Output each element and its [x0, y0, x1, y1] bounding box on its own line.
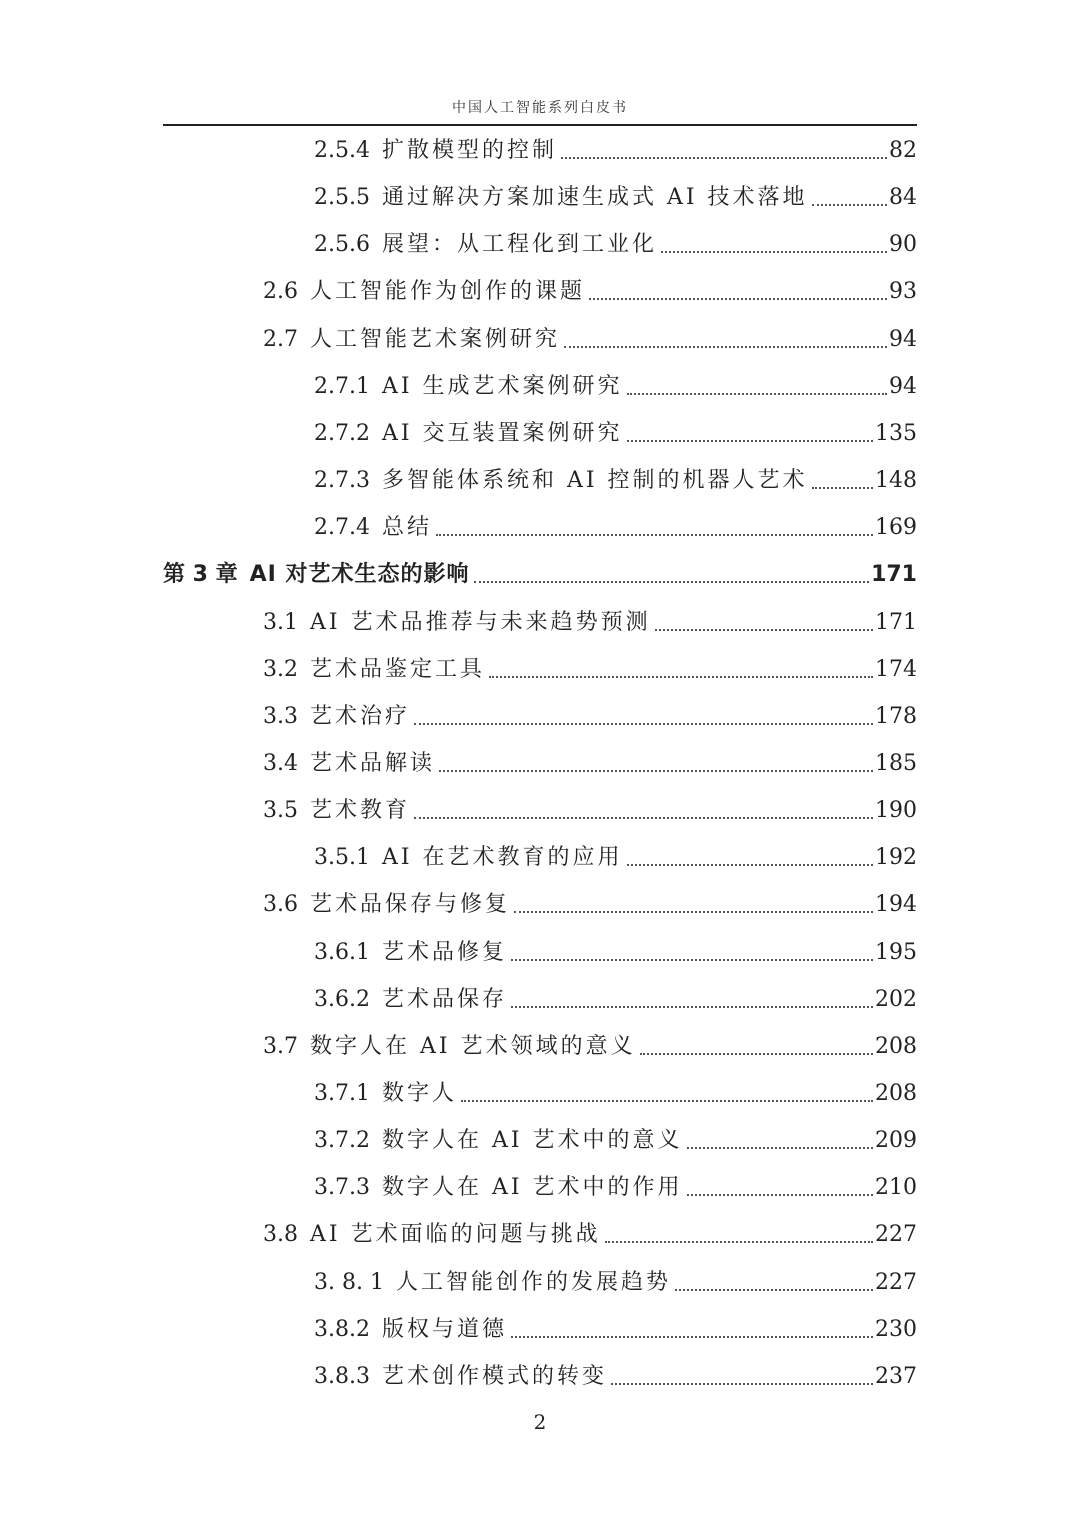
toc-entry-number: 3.7.1 — [314, 1081, 370, 1106]
toc-entry[interactable] — [314, 1263, 917, 1297]
toc-entry-title: AI 生成艺术案例研究 — [381, 373, 623, 399]
toc-entry-number: 3.3 — [263, 703, 298, 729]
toc-dot-leader — [611, 1383, 873, 1385]
toc-entry-title: 艺术品保存与修复 — [310, 892, 511, 918]
toc-entry[interactable] — [263, 697, 917, 731]
toc-entry-page: 192 — [875, 845, 917, 871]
toc-entry[interactable] — [263, 1027, 917, 1061]
toc-entry-page: 227 — [875, 1269, 917, 1295]
toc-entry-number: 3. 8. 1 — [314, 1269, 384, 1295]
toc-entry-title: 艺术教育 — [310, 798, 411, 824]
toc-entry-title: 数字人在 AI 艺术领域的意义 — [310, 1033, 636, 1059]
toc-entry-number: 3.5.1 — [314, 845, 370, 871]
toc-entry-page: 94 — [889, 373, 917, 399]
toc-entry-number: 3.6.2 — [314, 986, 370, 1012]
toc-dot-leader — [489, 676, 873, 678]
toc-entry-number: 3.1 — [263, 609, 298, 635]
toc-entry-page: 90 — [889, 232, 917, 258]
toc-entry-page: 171 — [871, 562, 917, 588]
toc-entry-number: 2.6 — [263, 279, 298, 305]
toc-entry[interactable] — [314, 1357, 917, 1391]
toc-dot-leader — [414, 723, 873, 725]
toc-dot-leader — [514, 911, 873, 913]
toc-dot-leader — [414, 817, 873, 819]
toc-dot-leader — [436, 534, 873, 536]
toc-entry-page: 84 — [889, 185, 917, 211]
toc-entry[interactable] — [263, 744, 917, 778]
toc-entry-title: 数字人在 AI 艺术中的作用 — [381, 1175, 683, 1201]
toc-dot-leader — [439, 770, 873, 772]
toc-dot-leader — [474, 581, 870, 583]
toc-entry-title: AI 对艺术生态的影响 — [249, 562, 470, 588]
toc-entry-number: 2.7.3 — [314, 468, 370, 494]
toc-entry-page: 195 — [875, 939, 917, 965]
toc-entry[interactable] — [314, 414, 917, 448]
toc-entry-title: 人工智能创作的发展趋势 — [395, 1269, 671, 1295]
toc-entry-page: 171 — [875, 609, 917, 635]
toc-entry-page: 227 — [875, 1222, 917, 1248]
toc-entry-number: 2.7 — [263, 326, 298, 352]
toc-entry-number: 2.5.5 — [314, 185, 370, 211]
toc-entry-page: 208 — [875, 1081, 917, 1106]
toc-entry[interactable] — [314, 1121, 917, 1155]
toc-dot-leader — [461, 1100, 873, 1102]
toc-dot-leader — [627, 864, 873, 866]
toc-entry-title: AI 艺术品推荐与未来趋势预测 — [310, 609, 651, 635]
toc-dot-leader — [511, 1336, 873, 1338]
toc-entry-number: 3.6 — [263, 892, 298, 918]
toc-entry-page: 148 — [875, 468, 917, 494]
toc-entry-page: 190 — [875, 798, 917, 824]
toc-entry-number: 3.2 — [263, 656, 298, 682]
toc-entry[interactable] — [314, 933, 917, 967]
toc-dot-leader — [675, 1289, 873, 1291]
toc-entry-number: 3.8 — [263, 1222, 298, 1248]
toc-entry[interactable] — [263, 603, 917, 637]
toc-entry-title: 人工智能艺术案例研究 — [310, 326, 561, 352]
toc-entry[interactable] — [314, 367, 917, 401]
toc-entry-number: 2.5.4 — [314, 138, 370, 163]
toc-entry-number: 2.7.4 — [314, 515, 370, 541]
toc-entry-title: 艺术品解读 — [310, 750, 436, 776]
toc-entry-number: 3.7.2 — [314, 1128, 370, 1154]
toc-entry[interactable] — [263, 320, 917, 354]
toc-entry[interactable] — [314, 178, 917, 212]
toc-entry-title: 数字人在 AI 艺术中的意义 — [381, 1128, 683, 1154]
toc-entry-page: 178 — [875, 703, 917, 729]
toc-dot-leader — [561, 157, 887, 159]
toc-entry-page: 202 — [875, 986, 917, 1012]
toc-entry[interactable] — [263, 1215, 917, 1249]
toc-dot-leader — [627, 393, 887, 395]
toc-entry-number: 3.8.2 — [314, 1316, 370, 1342]
toc-entry-number: 3.4 — [263, 750, 298, 776]
toc-entry-page: 94 — [889, 326, 917, 352]
toc-entry[interactable] — [314, 1310, 917, 1344]
toc-entry-number: 第 3 章 — [163, 562, 238, 588]
toc-dot-leader — [605, 1241, 873, 1243]
toc-dot-leader — [640, 1053, 873, 1055]
toc-entry-title: 艺术创作模式的转变 — [381, 1363, 607, 1389]
toc-entry-title: 艺术品保存 — [381, 986, 507, 1012]
toc-entry[interactable] — [314, 461, 917, 495]
toc-dot-leader — [812, 204, 887, 206]
toc-entry-title: AI 在艺术教育的应用 — [381, 845, 623, 871]
toc-entry-title: 数字人 — [381, 1081, 457, 1106]
toc-dot-leader — [812, 487, 873, 489]
toc-entry-page: 210 — [875, 1175, 917, 1201]
toc-entry-page: 82 — [889, 138, 917, 163]
toc-entry[interactable] — [314, 1074, 917, 1108]
toc-entry-title: 多智能体系统和 AI 控制的机器人艺术 — [381, 468, 808, 494]
toc-entry-page: 194 — [875, 892, 917, 918]
toc-entry-page: 135 — [875, 420, 917, 446]
toc-entry-page: 169 — [875, 515, 917, 541]
toc-entry[interactable] — [314, 508, 917, 542]
page-number: 2 — [533, 1410, 547, 1434]
toc-entry[interactable] — [314, 1168, 917, 1202]
toc-entry-number: 3.8.3 — [314, 1363, 370, 1389]
toc-entry-number: 2.5.6 — [314, 232, 370, 258]
toc-entry-title: 艺术品鉴定工具 — [310, 656, 486, 682]
toc-entry[interactable] — [314, 838, 917, 872]
toc-dot-leader — [655, 629, 873, 631]
toc-chapter-entry[interactable] — [163, 555, 917, 589]
toc-entry-title: 艺术治疗 — [310, 703, 411, 729]
toc-entry-number: 3.6.1 — [314, 939, 370, 965]
toc-entry-title: AI 交互装置案例研究 — [381, 420, 623, 446]
toc-dot-leader — [687, 1147, 873, 1149]
toc-entry-title: AI 艺术面临的问题与挑战 — [310, 1222, 601, 1248]
toc-entry[interactable] — [314, 131, 917, 165]
toc-entry[interactable] — [263, 650, 917, 684]
toc-entry[interactable] — [263, 885, 917, 919]
toc-entry-number: 3.7 — [263, 1033, 298, 1059]
toc-entry-title: 展望：从工程化到工业化 — [381, 232, 657, 258]
toc-entry-number: 3.7.3 — [314, 1175, 370, 1201]
toc-entry-page: 237 — [875, 1363, 917, 1389]
toc-dot-leader — [564, 346, 887, 348]
toc-entry-number: 3.5 — [263, 798, 298, 824]
header-rule — [163, 124, 917, 126]
toc-entry-page: 174 — [875, 656, 917, 682]
toc-entry-page: 230 — [875, 1316, 917, 1342]
toc-entry-title: 版权与道德 — [381, 1316, 507, 1342]
toc-entry-title: 通过解决方案加速生成式 AI 技术落地 — [381, 185, 808, 211]
toc-entry[interactable] — [263, 791, 917, 825]
running-header: 中国人工智能系列白皮书 — [452, 100, 628, 116]
toc-dot-leader — [687, 1194, 873, 1196]
toc-entry[interactable] — [314, 225, 917, 259]
toc-dot-leader — [511, 1006, 873, 1008]
toc-entry-title: 总结 — [381, 515, 432, 541]
toc-entry[interactable] — [263, 272, 917, 306]
toc-entry-page: 208 — [875, 1033, 917, 1059]
toc-dot-leader — [661, 251, 887, 253]
toc-dot-leader — [627, 440, 873, 442]
toc-entry-number: 2.7.2 — [314, 420, 370, 446]
toc-dot-leader — [511, 959, 873, 961]
toc-dot-leader — [589, 298, 887, 300]
toc-entry-title: 扩散模型的控制 — [381, 138, 557, 163]
toc-entry-page: 93 — [889, 279, 917, 305]
toc-entry-title: 艺术品修复 — [381, 939, 507, 965]
toc-entry-number: 2.7.1 — [314, 373, 370, 399]
toc-entry-page: 185 — [875, 750, 917, 776]
toc-entry-page: 209 — [875, 1128, 917, 1154]
toc-entry[interactable] — [314, 980, 917, 1014]
toc-entry-title: 人工智能作为创作的课题 — [310, 279, 586, 305]
